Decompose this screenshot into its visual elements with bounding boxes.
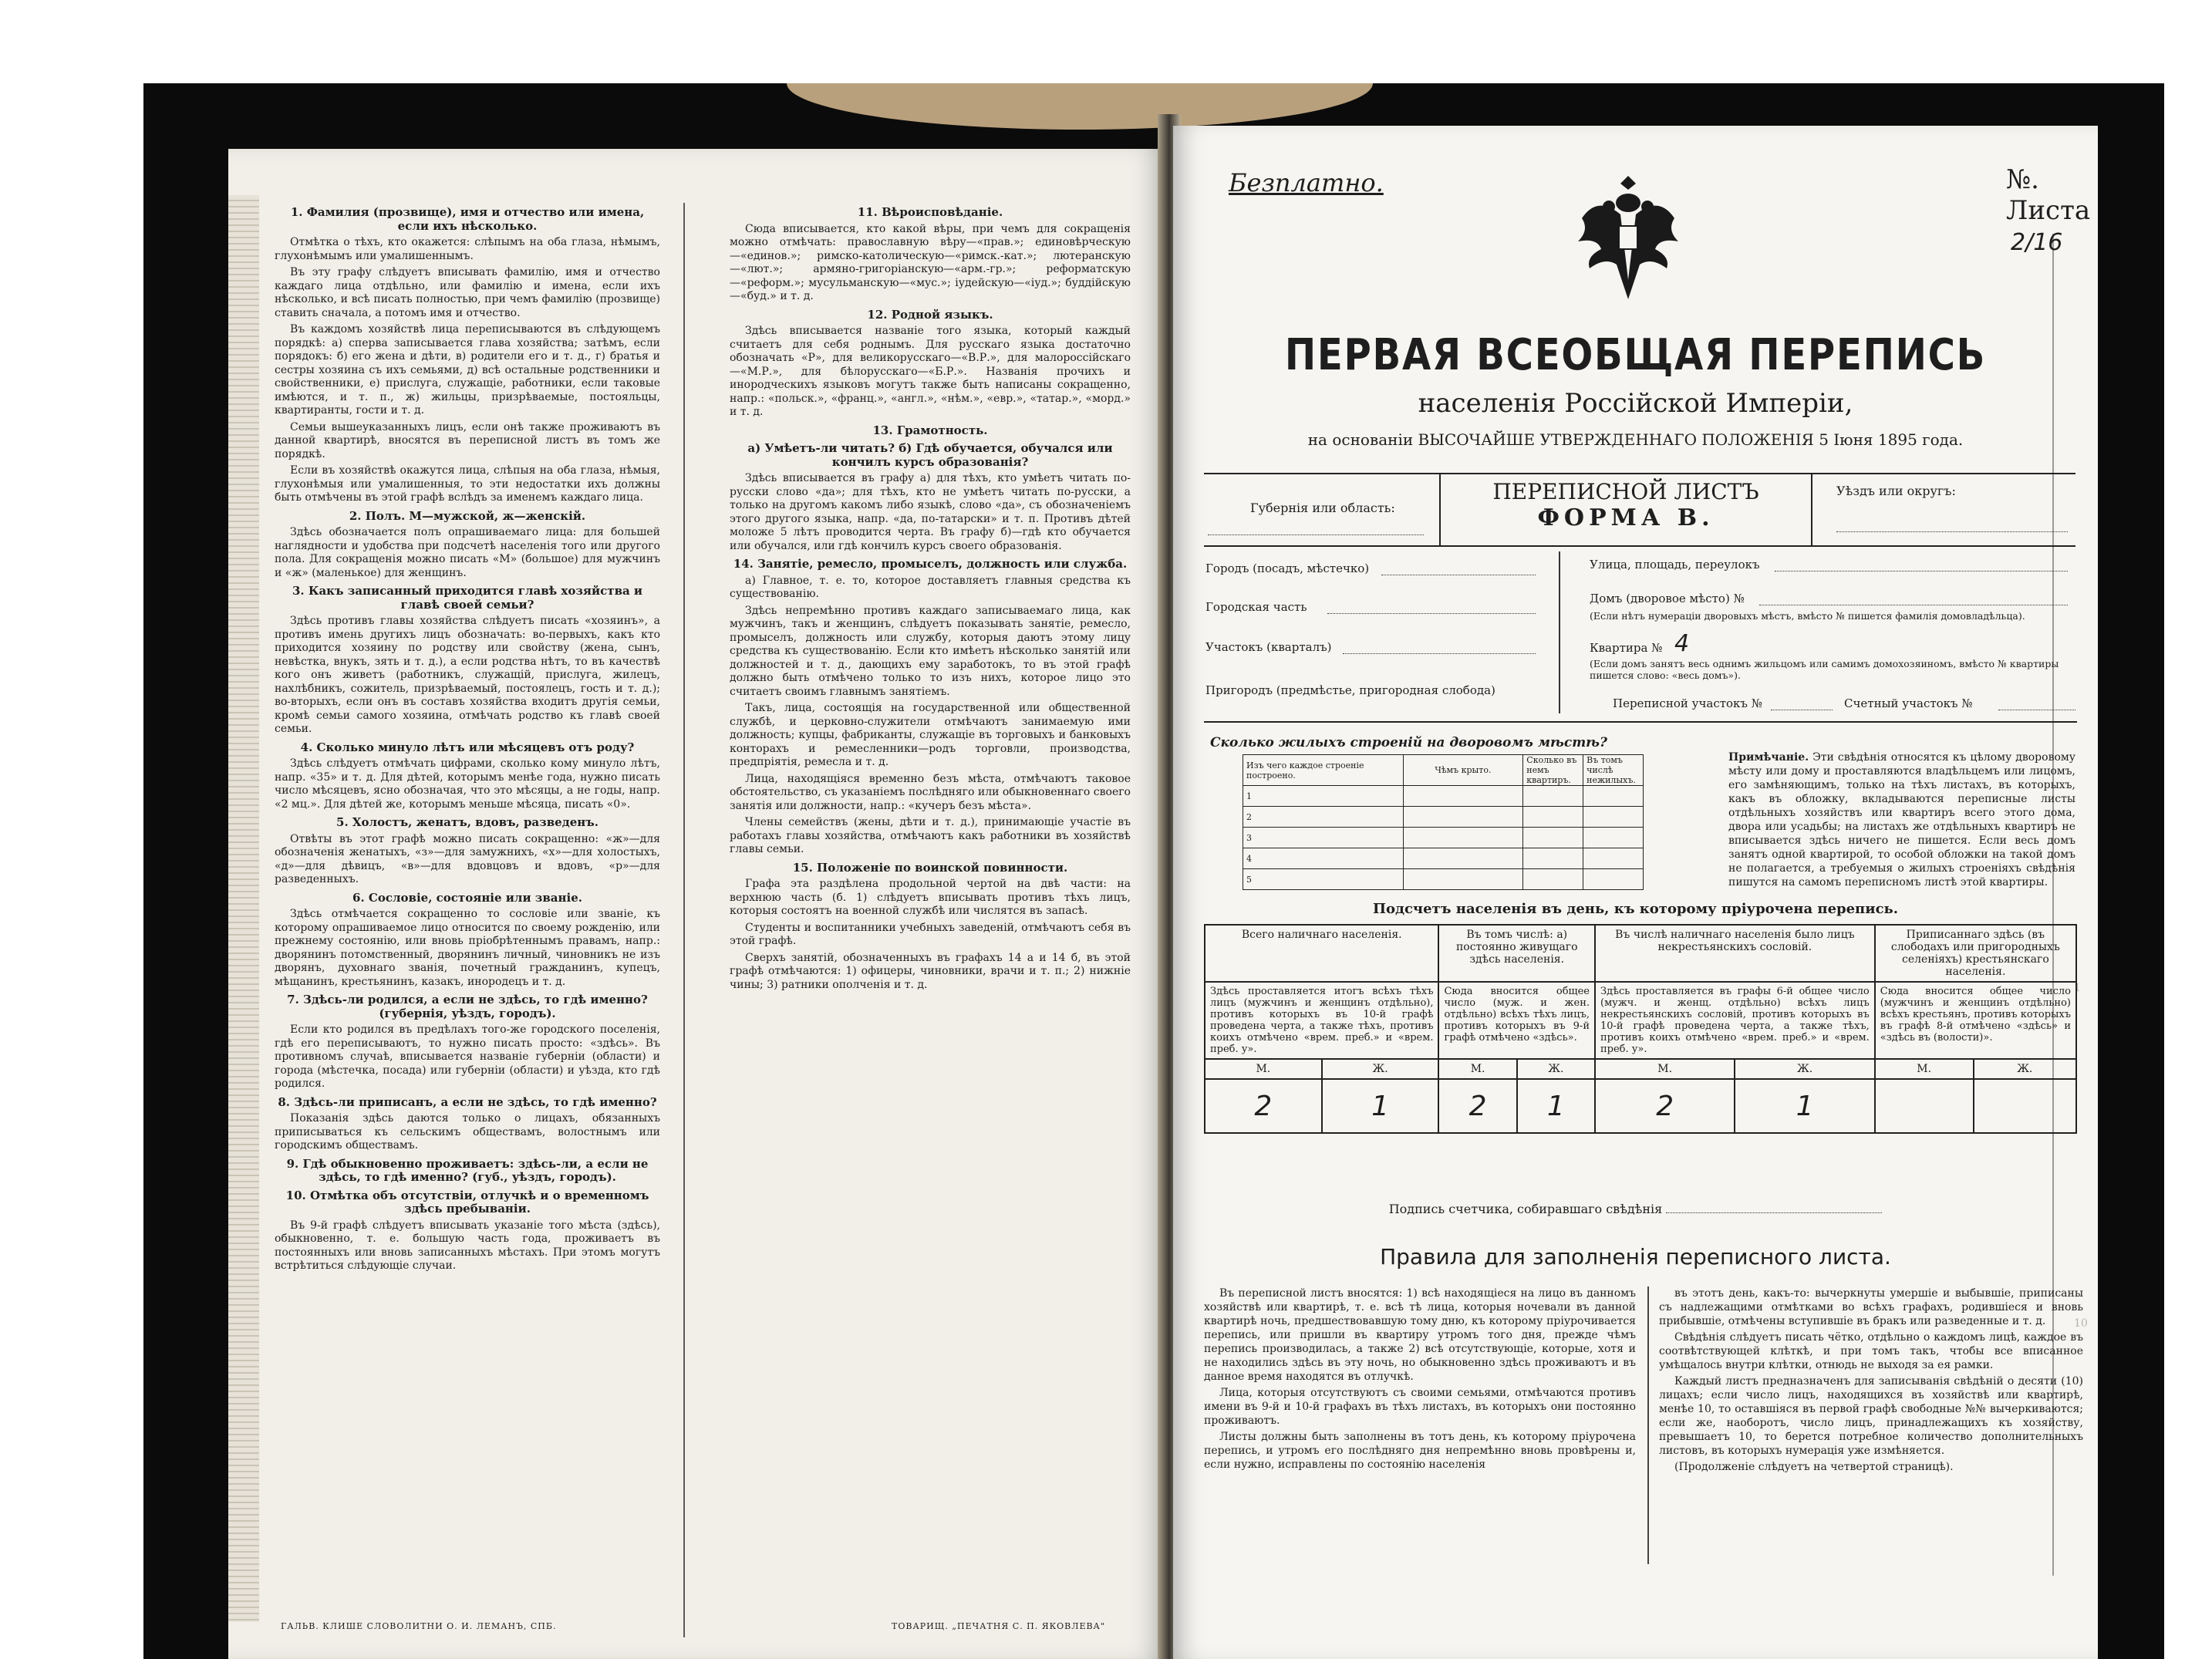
table-cell[interactable] (1403, 828, 1523, 848)
page-edge (228, 195, 259, 1622)
count-cell[interactable]: 2 (1205, 1079, 1322, 1133)
rules-title: Правила для заполненія переписного листа. (1380, 1244, 1891, 1270)
rule-paragraph: Листы должны быть заполнены въ тотъ день, къ которому пріурочена перепись, и утромъ его послѣдняго дня непремѣнно вновь провѣрены и, если нужно, исправлены по состоянію населенія (1204, 1431, 1636, 1471)
printer-imprint-left: ГАЛЬВ. КЛИШЕ СЛОВОЛИТНИ О. И. ЛЕМАНЪ, СПБ. (281, 1621, 557, 1631)
instruction-paragraph: Графа эта раздѣлена продольной чертой на двѣ части: на верхнюю часть (б. 1) слѣдуетъ вписывать противъ тѣхъ лицъ, которыя состоятъ на военной службѣ или числятся въ запасѣ. (730, 878, 1131, 917)
legal-basis: на основаніи ВЫСОЧАЙШЕ УТВЕРЖДЕННАГО ПОЛОЖЕНІЯ 5 Іюня 1895 года. (1307, 430, 1964, 449)
instruction-paragraph: Отмѣтка о тѣхъ, кто окажется: слѣпымъ на оба глаза, нѣмымъ, глухонѣмымъ или умалишеннымъ. (275, 236, 660, 262)
instruction-paragraph: Здѣсь вписывается названіе того языка, который каждый считаетъ для себя роднымъ. Для русскаго языка достаточно обозначать «Р», для великорусскаго—«В.Р.», для малороссійскаго—«М.Р.», для бѣлорусскаго—«Б.Р.». Названія прочихъ и инородческихъ языковъ могутъ также быть написаны сокращенно, напр.: «польск.», «франц.», «англ.», «нѣм.», «евр.», «татар.», «морд.» и т. д. (730, 325, 1131, 418)
male-header: М. (1438, 1059, 1516, 1079)
counting-section-label: Счетный участокъ № (1844, 696, 1973, 710)
count-cell[interactable]: 1 (1735, 1079, 1874, 1133)
table-header-cell: Въ томъ числѣ: а) постоянно живущаго здѣсь населенія. (1438, 925, 1595, 982)
province-field[interactable] (1208, 534, 1424, 535)
instruction-heading: 3. Какъ записанный приходится главѣ хозяйства и главѣ своей семьи? (292, 584, 643, 612)
right-page-census-form (1173, 126, 2098, 1659)
table-cell[interactable] (1403, 869, 1523, 890)
rule-paragraph: (Продолженіе слѣдуетъ на четвертой страницѣ). (1674, 1461, 1954, 1473)
row-number: 5 (1243, 869, 1404, 890)
margin-number: 1 (2074, 982, 2081, 994)
enumerator-signature (1173, 1202, 2098, 1216)
instruction-heading: 11. Вѣроисповѣданіе. (857, 205, 1003, 219)
yard-note (1728, 750, 2075, 889)
instruction-heading: 8. Здѣсь-ли приписанъ, а если не здѣсь, то гдѣ именно? (278, 1094, 657, 1109)
instruction-paragraph: Сверхъ занятій, обозначенныхъ въ графахъ 14 а и 14 б, въ этой графѣ отмѣчаются: 1) офицеры, чиновники, врачи и т. п.; 2) нижніе чины; 3) ратники ополченія и т. д. (730, 951, 1131, 991)
instruction-paragraph: Здѣсь слѣдуетъ отмѣчать цифрами, сколько кому минуло лѣтъ, напр. «35» и т. д. Для дѣтей, которымъ менѣе года, нужно писать число мѣсяцевъ, ясно обозначая, что это мѣсяцы, а не годы, напр. «2 мц.». Для дѣтей же, которымъ меньше мѣсяца, писать «0». (275, 757, 660, 811)
instruction-heading: 15. Положеніе по воинской повинности. (792, 860, 1068, 875)
table-row (1243, 807, 1644, 828)
section-label: Участокъ (кварталъ) (1205, 640, 1332, 654)
count-cell[interactable]: 2 (1438, 1079, 1516, 1133)
apartment-label: Квартира № (1590, 641, 1663, 655)
instruction-paragraph: Если кто родился въ предѣлахъ того-же городского поселенія, гдѣ его переписываютъ, то нужно писать просто: «здѣсь». Въ противномъ случаѣ, вписывается названіе губерніи (области) и города (мѣстечка, посада) или губерніи (области) и уѣзда, кто гдѣ родился. (275, 1023, 660, 1090)
table-cell[interactable] (1583, 848, 1644, 869)
instruction-paragraph: Въ 9-й графѣ слѣдуетъ вписывать указаніе того мѣста (здѣсь), обыкновенно, т. е. большую часть года, проживаетъ въ постоянныхъ или вновь записанныхъ мѣстахъ. При этомъ могутъ встрѣтиться слѣдующіе случаи. (275, 1219, 660, 1272)
count-values-row (1205, 1079, 2076, 1133)
instruction-paragraph: Здѣсь отмѣчается сокращенно то сословіе или званіе, къ которому опрашиваемое лицо относится по своему рожденію, или прежнему состоянію, или вновь пріобрѣтеннымъ правамъ, напр.: дворянинъ потомственный, дворянинъ личный, чиновникъ не изъ дворянъ, духовнаго званія, почетный гражданинъ, купецъ, мѣщанинъ, крестьянинъ, казакъ, инородецъ и т. д. (275, 908, 660, 988)
instruction-paragraph: Сюда вписывается, кто какой вѣры, при чемъ для сокращенія можно отмѣчать: православную вѣру—«прав.»; единовѣрческую—«единов.»; римско-католическую—«римск.-кат.»; лютеранскую—«лют.»; армяно-григоріанскую—«арм.-гр.»; реформатскую—«реформ.»; мусульманскую—«мус.»; іудейскую—«іуд.»; буддійскую—«буд.» и т. д. (730, 222, 1131, 302)
table-row (1243, 786, 1644, 807)
province-label: Губернія или область: (1250, 501, 1395, 515)
signature-label: Подпись счетчика, собиравшаго свѣдѣнія (1388, 1202, 1663, 1216)
instruction-heading: 13. Грамотность. (872, 423, 988, 437)
suburb-label: Пригородъ (предмѣстье, пригородная слобода) (1205, 683, 1495, 697)
table-cell[interactable] (1403, 807, 1523, 828)
population-count-table (1204, 924, 2077, 1134)
imperial-eagle-emblem-icon (1566, 172, 1690, 303)
rule-paragraph: Каждый листъ предназначенъ для записыванія свѣдѣній о десяти (10) лицахъ; если число лицъ, находящихся въ хозяйствѣ или квартирѣ, менѣе 10, то оставшіяся въ первой графѣ свободные №№ вычеркиваются; если же, наоборотъ, число лицъ, принадлежащихъ къ хозяйству, превышаетъ 10, то берется потребное количество дополнительныхъ листовъ, въ которыхъ нумерація уже измѣняется. (1659, 1375, 2083, 1457)
rules-column-2 (1659, 1286, 2083, 1476)
table-cell[interactable] (1523, 807, 1583, 828)
table-cell[interactable] (1583, 786, 1644, 807)
table-header-cell: Въ томъ числѣ нежилыхъ. (1583, 755, 1644, 786)
table-cell: Здѣсь проставляется итогъ всѣхъ тѣхъ лицъ (мужчинъ и женщинъ отдѣльно), противъ которыхъ въ 10-й графѣ проведена черта, а также тѣхъ, противъ коихъ отмѣчено «врем. преб.» и «врем. преб. у». (1205, 982, 1438, 1059)
section-field[interactable] (1343, 653, 1536, 654)
instruction-heading: 2. Полъ. М—мужской, ж—женскій. (349, 508, 586, 523)
instruction-paragraph: Отвѣты въ этот графѣ можно писать сокращенно: «ж»—для обозначенія женатыхъ, «з»—для замужнихъ, «х»—для холостыхъ, «д»—для дѣвицъ, «в»—для вдовцовъ и вдовъ, «р»—для разведенныхъ. (275, 832, 660, 885)
population-count-title: Подсчетъ населенія въ день, къ которому пріурочена перепись. (1372, 901, 1899, 917)
note-text: Эти свѣдѣнія относятся къ цѣлому дворовому мѣсту или дому и проставляются владѣльцемъ или лицомъ, его замѣняющимъ, только на тѣхъ листахъ, въ которыхъ, какъ въ обложку, вкладываются переписные листы отдѣльныхъ хозяйствъ или квартиръ всего этого дома, двора или усадьбы; на листахъ же отдѣльныхъ квартиръ не вписывается здѣсь ничего не пишется. Если весь домъ занятъ одной квартирой, то особой обложки на такой домъ не полагается, а требуемыя о жилыхъ строеніяхъ свѣдѣнія пишутся на самомъ переписномъ листѣ этой квартиры. (1728, 751, 2076, 889)
instruction-paragraph: Семьи вышеуказанныхъ лицъ, если онѣ также проживаютъ въ данной квартирѣ, вносятся въ переписной листъ въ томъ же порядкѣ. (275, 420, 660, 460)
instruction-paragraph: а) Главное, т. е. то, которое доставляетъ главныя средства къ существованію. (730, 574, 1131, 600)
sheet-number-value: 2/16 (2011, 229, 2063, 256)
instruction-heading: 14. Занятіе, ремесло, промыселъ, должность или служба. (733, 557, 1128, 571)
sheet-number-label: №. Листа (2006, 164, 2091, 226)
table-cell: Сюда вносится общее число (мужчинъ и женщинъ отдѣльно) всѣхъ крестьянъ, противъ которыхъ въ графѣ 8-й отмѣчено «здѣсь» и «здѣсь въ (волости)». (1875, 982, 2076, 1059)
instruction-paragraph: Здѣсь непремѣнно противъ каждаго записываемаго лица, как мужчинъ, такъ и женщинъ, слѣдуетъ показывать занятіе, ремесло, промыселъ, должность или службу, которыя даютъ этому лицу средства къ существованію. Если кто имѣетъ нѣсколько занятій или должностей и т. д., дающихъ ему заработокъ, то въ этой графѣ должно быть отмѣчено только то изъ нихъ, которое лицо это считаетъ своимъ главнымъ занятіемъ. (730, 604, 1131, 698)
yard-question: Сколько жилыхъ строеній на дворовомъ мѣстѣ? (1210, 735, 1607, 750)
yard-buildings-table (1243, 754, 1644, 890)
printer-imprint-right: ТОВАРИЩ. „ПЕЧАТНЯ С. П. ЯКОВЛЕВА" (892, 1621, 1105, 1631)
table-cell: Здѣсь проставляется въ графы 6-й общее число (мужч. и женщ. отдѣльно) всѣхъ лицъ некрестьянскихъ сословій, противъ которыхъ въ 10-й графѣ проведена черта, а также тѣхъ, противъ коихъ отмѣчено «врем. преб.» и «врем. преб. у». (1595, 982, 1875, 1059)
female-header: Ж. (1517, 1059, 1595, 1079)
instruction-heading: 9. Гдѣ обыкновенно проживаетъ: здѣсь-ли, а если не здѣсь, то гдѣ именно? (губ., уѣздъ, городъ). (286, 1156, 649, 1184)
table-cell[interactable] (1523, 869, 1583, 890)
table-row (1243, 869, 1644, 890)
instructions-column-2 (730, 201, 1131, 995)
row-number: 2 (1243, 807, 1404, 828)
instruction-paragraph: Такъ, лица, состоящія на государственной или общественной службѣ, и церковно-служители отмѣчаютъ занимаемую ими должность; купцы, фабриканты, служащіе въ торговыхъ и банковыхъ конторахъ и ремесленники—родъ торговли, производства, предпріятія, ремесла и т. д. (730, 702, 1131, 768)
table-cell[interactable] (1583, 869, 1644, 890)
street-field[interactable] (1775, 571, 2068, 572)
instruction-heading: 10. Отмѣтка объ отсутствіи, отлучкѣ и о временномъ здѣсь пребываніи. (285, 1188, 649, 1216)
count-cell[interactable]: 2 (1595, 1079, 1735, 1133)
city-part-label: Городская часть (1205, 600, 1307, 614)
form-header-box (1204, 473, 2075, 547)
census-book (228, 114, 2098, 1659)
male-header: М. (1205, 1059, 1322, 1079)
table-cell[interactable] (1403, 786, 1523, 807)
count-cell[interactable] (1875, 1079, 1974, 1133)
instructions-column-1 (275, 201, 660, 1276)
instruction-paragraph: Если въ хозяйствѣ окажутся лица, слѣпыя на оба глаза, нѣмыя, глухонѣмыя или умалишенныя, то эти недостатки ихъ должны быть отмѣчены въ этой графѣ вслѣдъ за именемъ каждаго лица. (275, 464, 660, 504)
note-label: Примѣчаніе. (1728, 751, 1809, 764)
rules-column-1 (1204, 1286, 1636, 1474)
table-header-row (1205, 925, 2076, 982)
census-subtitle: населенія Россійской Имперіи, (1418, 388, 1853, 419)
form-name: ФОРМА В. (1537, 504, 1715, 531)
city-part-field[interactable] (1327, 613, 1536, 614)
street-label: Улица, площадь, переулокъ (1590, 558, 1760, 572)
table-header-cell: Всего наличнаго населенія. (1205, 925, 1438, 982)
table-row (1243, 848, 1644, 869)
instruction-paragraph: Здѣсь противъ главы хозяйства слѣдуетъ писать «хозяинъ», а противъ имень другихъ лицъ обозначать: во-первыхъ, какъ кто приходится хозяину по родству или свойству (жена, сынъ, невѣстка, внукъ, зять и т. д.), а если родства нѣтъ, то въ качествѣ кого онъ живетъ (работникъ, служащій, прислуга, жилецъ, нахлѣбникъ, сожитель, призрѣваемый, постоялецъ, гость и т. д.); во-вторыхъ, если онъ въ составъ хозяйства входитъ другія семьи, кромѣ семьи самого хозяина, отмѣчать родство къ главѣ своей семьи. (275, 615, 660, 735)
male-header: М. (1595, 1059, 1735, 1079)
district-field[interactable] (1836, 531, 2068, 532)
apartment-value: 4 (1674, 630, 1690, 657)
instruction-heading: 5. Холостъ, женатъ, вдовъ, разведенъ. (336, 815, 599, 829)
apartment-note: (Если домъ занятъ весь однимъ жильцомъ или самимъ домохозяиномъ, вмѣсто № квартиры пишется слово: «весь домъ»). (1590, 658, 2059, 681)
table-header-cell: Приписаннаго здѣсь (въ слободахъ или пригородныхъ селеніяхъ) крестьянскаго населенія. (1875, 925, 2076, 982)
table-row (1205, 982, 2076, 1059)
instruction-paragraph: Здѣсь обозначается полъ опрашиваемаго лица: для большей наглядности и удобства при подсчетѣ населенія того или другого пола. Для сокращенія можно писать «М» (большое) для мужчинъ и «ж» (маленькое) для женщинъ. (275, 526, 660, 579)
city-label: Городъ (посадъ, мѣстечко) (1205, 561, 1370, 575)
instruction-paragraph: Показанія здѣсь даются только о лицахъ, обязанныхъ приписываться къ сельскимъ обществамъ, волостнымъ или городскимъ обществамъ. (275, 1112, 660, 1152)
table-cell: Сюда вносится общее число (муж. и жен. отдѣльно) всѣхъ тѣхъ лицъ, противъ которыхъ въ 9-й графѣ отмѣчено «здѣсь». (1438, 982, 1595, 1059)
census-title: ПЕРВАЯ ВСЕОБЩАЯ ПЕРЕПИСЬ (1284, 330, 1987, 380)
table-header-row (1243, 755, 1644, 786)
district-label: Уѣздъ или округъ: (1836, 484, 1956, 498)
form-type-box (1439, 474, 1812, 545)
rule-paragraph: Въ переписной листъ вносятся: 1) всѣ находящіеся на лицо въ данномъ хозяйствѣ или квартирѣ, т. е. всѣ тѣ лица, которыя ночевали въ данной квартирѣ ночь, предшествовавшую тому дню, къ которому пріурочивается перепись, или пришли въ квартиру утромъ того дня, прежде чѣмъ перепись производилась, а также 2) всѣ отсутствующіе, которые, хотя и не находились здѣсь въ эту ночь, но обыкновенно здѣсь проживаютъ и въ данное время находятся въ отлучкѣ. (1204, 1287, 1636, 1383)
table-cell[interactable] (1523, 786, 1583, 807)
rule-paragraph: въ этотъ день, какъ-то: вычеркнуты умершіе и выбывшіе, приписаны съ надлежащими отмѣтками во всѣхъ графахъ, родившіеся и вновь прибывшіе, отмѣчены вступившіе въ бракъ или разведенные и т. д. (1659, 1287, 2083, 1327)
sheet-name: ПЕРЕПИСНОЙ ЛИСТЪ (1492, 479, 1759, 504)
count-cell[interactable] (1974, 1079, 2076, 1133)
female-header: Ж. (1974, 1059, 2076, 1079)
female-header: Ж. (1322, 1059, 1439, 1079)
instruction-paragraph: Студенты и воспитанники учебныхъ заведеній, отмѣчаютъ себя въ этой графѣ. (730, 921, 1131, 947)
instruction-heading: 6. Сословіе, состояніе или званіе. (352, 890, 582, 905)
house-label: Домъ (дворовое мѣсто) № (1590, 592, 1745, 605)
house-note: (Если нѣтъ нумераціи дворовыхъ мѣстъ, вмѣсто № пишется фамилія домовладѣльца). (1590, 610, 2025, 622)
sex-header-row (1205, 1059, 2076, 1079)
instruction-paragraph: Въ каждомъ хозяйствѣ лица переписываются въ слѣдующемъ порядкѣ: а) сперва записывается глава хозяйства; затѣмъ, если порядокъ: б) его жена и дѣти, в) родители его и т. д., г) братья и сестры хозяина съ ихъ семьями, д) всѣ остальные родственники и свойственники, е) прислуга, служащіе, работники, если таковые имѣются, и т. п., ж) жильцы, призрѣваемые, постояльцы, квартиранты, гости и т. д. (275, 323, 660, 416)
table-header-cell: Чѣмъ крыто. (1403, 755, 1523, 786)
sheet-number (2006, 164, 2098, 257)
table-cell[interactable] (1403, 848, 1523, 869)
count-cell[interactable]: 1 (1322, 1079, 1439, 1133)
instruction-paragraph: Лица, находящіяся временно безъ мѣста, отмѣчаютъ таковое обстоятельство, съ указаніемъ послѣдняго или обыкновеннаго своего занятія или должности, напр.: «кучеръ безъ мѣста». (730, 772, 1131, 812)
free-label: Безплатно. (1229, 168, 1384, 197)
instruction-paragraph: Здѣсь вписывается въ графу а) для тѣхъ, кто умѣетъ читать по-русски слово «да»; для тѣхъ, кто не умѣетъ читать по-русски, а только на другомъ какомъ либо языкѣ, слово «да», съ обозначеніемъ этого другого языка, напр. «да, по-татарски» и т. п. Противъ дѣтей моложе 5 лѣтъ проводится черта. Въ графу б)—гдѣ кто обучается или обучался, или гдѣ кончилъ курсъ своего образованія. (730, 472, 1131, 552)
census-section-label: Переписной участокъ № (1613, 696, 1762, 710)
instruction-heading: 12. Родной языкъ. (867, 307, 993, 322)
table-cell[interactable] (1523, 828, 1583, 848)
table-header-cell: Изъ чего каждое строеніе построено. (1243, 755, 1404, 786)
count-cell[interactable]: 1 (1517, 1079, 1595, 1133)
margin-number: 10 (2074, 1317, 2088, 1330)
instruction-heading: 1. Фамилия (прозвище), имя и отчество или имена, если ихъ нѣсколько. (290, 205, 645, 233)
instruction-paragraph: Члены семействъ (жены, дѣти и т. д.), принимающіе участіе въ работахъ главы хозяйства, отмѣчаютъ какъ работники въ хозяйствѣ главы семьи. (730, 816, 1131, 855)
instruction-paragraph: Въ эту графу слѣдуетъ вписывать фамилію, имя и отчество каждаго лица отдѣльно, или фамилію и имена, если ихъ нѣсколько, и всѣ писать полностью, при чемъ фамилію (прозвище) ставить сначала, а потомъ имя и отчество. (275, 266, 660, 319)
column-divider (683, 203, 685, 1637)
instruction-heading: а) Умѣетъ-ли читать? б) Гдѣ обучается, обучался или кончилъ курсъ образованія? (747, 441, 1113, 469)
female-header: Ж. (1735, 1059, 1874, 1079)
table-header-cell: Сколько въ немъ квартиръ. (1523, 755, 1583, 786)
table-row (1243, 828, 1644, 848)
table-cell[interactable] (1583, 828, 1644, 848)
row-number: 4 (1243, 848, 1404, 869)
rules-divider (1647, 1286, 1649, 1564)
table-cell[interactable] (1523, 848, 1583, 869)
instruction-heading: 7. Здѣсь-ли родился, а если не здѣсь, то гдѣ именно? (губернія, уѣздъ, городъ). (287, 993, 648, 1020)
signature-field[interactable] (1666, 1212, 1882, 1213)
row-number: 1 (1243, 786, 1404, 807)
male-header: М. (1875, 1059, 1974, 1079)
rule-paragraph: Свѣдѣнія слѣдуетъ писать чётко, отдѣльно о каждомъ лицѣ, каждое въ соотвѣтствующей клѣткѣ, и при томъ такъ, чтобы все вписанное умѣщалось внутри клѣтки, отнюдь не выходя за ея рамки. (1659, 1331, 2083, 1371)
section-rule (1204, 721, 2077, 723)
left-page-instructions (228, 149, 1167, 1659)
table-cell[interactable] (1583, 807, 1644, 828)
rule-paragraph: Лица, которыя отсутствуютъ съ своими семьями, отмѣчаются противъ имени въ 9-й и 10-й графахъ въ тѣхъ листахъ, въ которыхъ они постоянно проживаютъ. (1204, 1387, 1636, 1427)
address-divider (1559, 551, 1560, 713)
row-number: 3 (1243, 828, 1404, 848)
instruction-heading: 4. Сколько минуло лѣтъ или мѣсяцевъ отъ роду? (300, 740, 635, 754)
table-header-cell: Въ числѣ наличнаго населенія было лицъ некрестьянскихъ сословій. (1595, 925, 1875, 982)
